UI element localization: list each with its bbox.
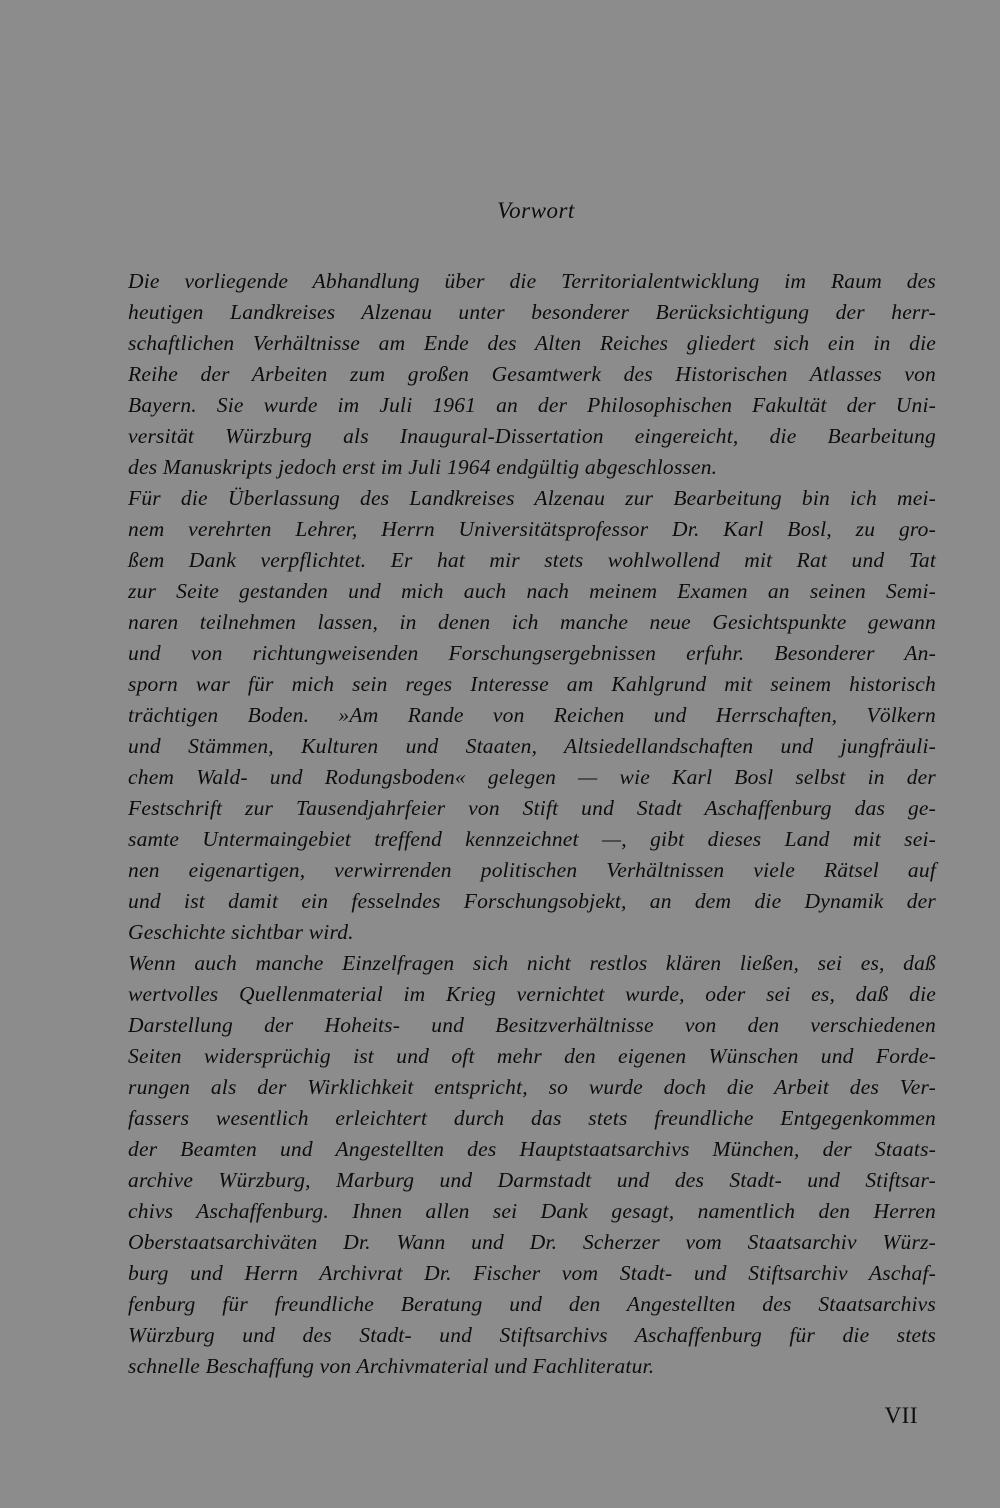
text-line: Bayern. Sie wurde im Juli 1961 an der Philosophischen Fakultät der Uni-	[128, 393, 936, 417]
text-line: Würzburg und des Stadt- und Stiftsarchivs Aschaffenburg für die stets	[128, 1323, 936, 1347]
text-line: Seiten widersprüchig ist und oft mehr den eigenen Wünschen und Forde-	[128, 1044, 936, 1068]
text-line: fenburg für freundliche Beratung und den Angestellten des Staatsarchivs	[128, 1292, 936, 1316]
page-heading: Vorwort	[497, 198, 575, 223]
text-line: sporn war für mich sein reges Interesse am Kahlgrund mit seinem historisch	[128, 672, 936, 696]
text-line: Festschrift zur Tausendjahrfeier von Stift und Stadt Aschaffenburg das ge-	[128, 796, 936, 820]
body-text	[128, 266, 936, 1382]
text-line: Für die Überlassung des Landkreises Alzenau zur Bearbeitung bin ich mei-	[128, 486, 936, 510]
text-line: archive Würzburg, Marburg und Darmstadt und des Stadt- und Stiftsar-	[128, 1168, 936, 1192]
text-line: rungen als der Wirklichkeit entspricht, so wurde doch die Arbeit des Ver-	[128, 1075, 936, 1099]
text-line: ßem Dank verpflichtet. Er hat mir stets wohlwollend mit Rat und Tat	[128, 548, 936, 572]
text-line: zur Seite gestanden und mich auch nach meinem Examen an seinen Semi-	[128, 579, 936, 603]
text-line: Oberstaatsarchiväten Dr. Wann und Dr. Scherzer vom Staatsarchiv Würz-	[128, 1230, 936, 1254]
text-line: Geschichte sichtbar wird.	[128, 920, 354, 944]
text-line: und Stämmen, Kulturen und Staaten, Altsiedellandschaften und jungfräuli-	[128, 734, 936, 758]
text-line: Reihe der Arbeiten zum großen Gesamtwerk des Historischen Atlasses von	[128, 362, 936, 386]
text-line: der Beamten und Angestellten des Hauptstaatsarchivs München, der Staats-	[128, 1137, 936, 1161]
text-line: chivs Aschaffenburg. Ihnen allen sei Dank gesagt, namentlich den Herren	[128, 1199, 936, 1223]
text-line: und ist damit ein fesselndes Forschungsobjekt, an dem die Dynamik der	[128, 889, 936, 913]
page-number: VII	[884, 1403, 918, 1428]
text-line: Wenn auch manche Einzelfragen sich nicht restlos klären ließen, sei es, daß	[128, 951, 936, 975]
text-line: Die vorliegende Abhandlung über die Territorialentwicklung im Raum des	[128, 269, 936, 293]
text-line: Darstellung der Hoheits- und Besitzverhältnisse von den verschiedenen	[128, 1013, 936, 1037]
text-line: nem verehrten Lehrer, Herrn Universitätsprofessor Dr. Karl Bosl, zu gro-	[128, 517, 936, 541]
text-line: naren teilnehmen lassen, in denen ich manche neue Gesichtspunkte gewann	[128, 610, 936, 634]
text-line: fassers wesentlich erleichtert durch das stets freundliche Entgegenkommen	[128, 1106, 936, 1130]
text-line: burg und Herrn Archivrat Dr. Fischer vom Stadt- und Stiftsarchiv Aschaf-	[128, 1261, 936, 1285]
text-line: wertvolles Quellenmaterial im Krieg vernichtet wurde, oder sei es, daß die	[128, 982, 936, 1006]
text-line: trächtigen Boden. »Am Rande von Reichen und Herrschaften, Völkern	[128, 703, 936, 727]
text-line: des Manuskripts jedoch erst im Juli 1964 endgültig abgeschlossen.	[128, 455, 718, 479]
text-line: und von richtungweisenden Forschungsergebnissen erfuhr. Besonderer An-	[128, 641, 936, 665]
text-line: schaftlichen Verhältnisse am Ende des Alten Reiches gliedert sich ein in die	[128, 331, 936, 355]
text-line: heutigen Landkreises Alzenau unter besonderer Berücksichtigung der herr-	[128, 300, 936, 324]
text-line: nen eigenartigen, verwirrenden politischen Verhältnissen viele Rätsel auf	[128, 858, 936, 882]
text-line: samte Untermaingebiet treffend kennzeichnet —, gibt dieses Land mit sei-	[128, 827, 936, 851]
text-line: chem Wald- und Rodungsboden« gelegen — wie Karl Bosl selbst in der	[128, 765, 936, 789]
text-line: schnelle Beschaffung von Archivmaterial und Fachliteratur.	[128, 1354, 655, 1378]
text-line: versität Würzburg als Inaugural-Dissertation eingereicht, die Bearbeitung	[128, 424, 936, 448]
